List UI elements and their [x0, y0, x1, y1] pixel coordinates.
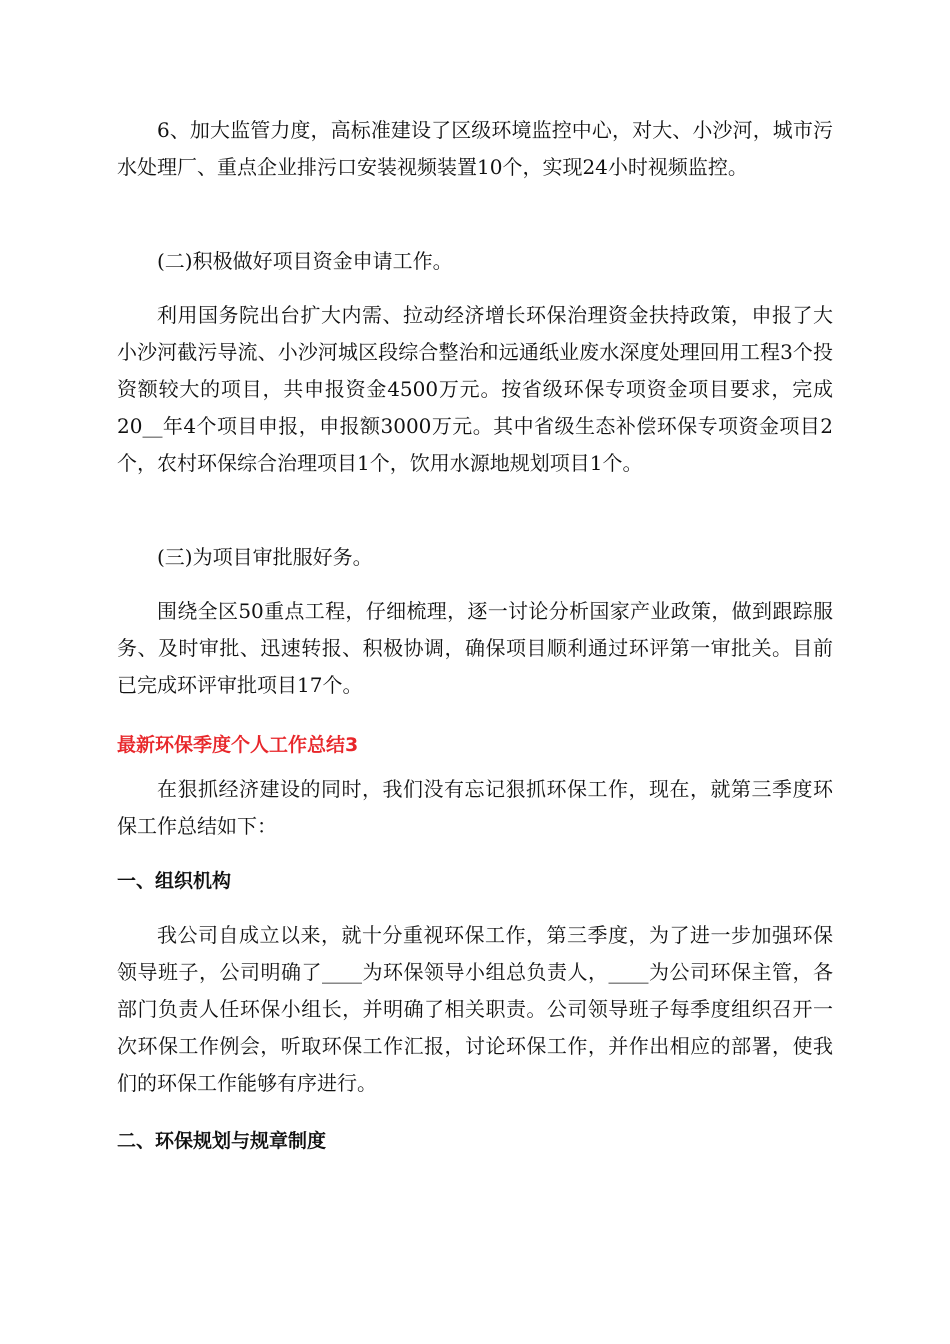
paragraph-funding-details: 利用国务院出台扩大内需、拉动经济增长环保治理资金扶持政策，申报了大小沙河截污导流、小沙河城区段综合整治和远通纸业废水深度处理回用工程3个投资额较大的项目，共申报资金4500万元。按省级环保专项资金项目要求，完成20__年4个项目申报，申报额3000万元。其中省级生态补偿环保专项资金项目2个，农村环保综合治理项目1个，饮用水源地规划项目1个。: [117, 303, 833, 475]
paragraph-organization: 我公司自成立以来，就十分重视环保工作，第三季度，为了进一步加强环保领导班子，公司明确了____为环保领导小组总负责人，____为公司环保主管，各部门负责人任环保小组长，并明确了相关职责。公司领导班子每季度组织召开一次环保工作例会，听取环保工作汇报，讨论环保工作，并作出相应的部署，使我们的环保工作能够有序进行。: [117, 923, 833, 1095]
heading-organization: 一、组织机构: [117, 870, 232, 892]
paragraph-intro: 在狠抓经济建设的同时，我们没有忘记狠抓环保工作，现在，就第三季度环保工作总结如下：: [117, 777, 833, 838]
paragraph-monitoring: 6、加大监管力度，高标准建设了区级环境监控中心，对大、小沙河，城市污水处理厂、重点企业排污口安装视频装置10个，实现24小时视频监控。: [117, 118, 833, 179]
heading-planning-rules: 二、环保规划与规章制度: [117, 1130, 327, 1152]
paragraph-funding-heading: (二)积极做好项目资金申请工作。: [157, 249, 453, 273]
paragraph-approval-heading: (三)为项目审批服好务。: [157, 545, 373, 569]
paragraph-approval-details: 围绕全区50重点工程，仔细梳理，逐一讨论分析国家产业政策，做到跟踪服务、及时审批、迅速转报、积极协调，确保项目顺利通过环评第一审批关。目前已完成环评审批项目17个。: [117, 599, 833, 697]
section-title: 最新环保季度个人工作总结3: [117, 734, 359, 756]
